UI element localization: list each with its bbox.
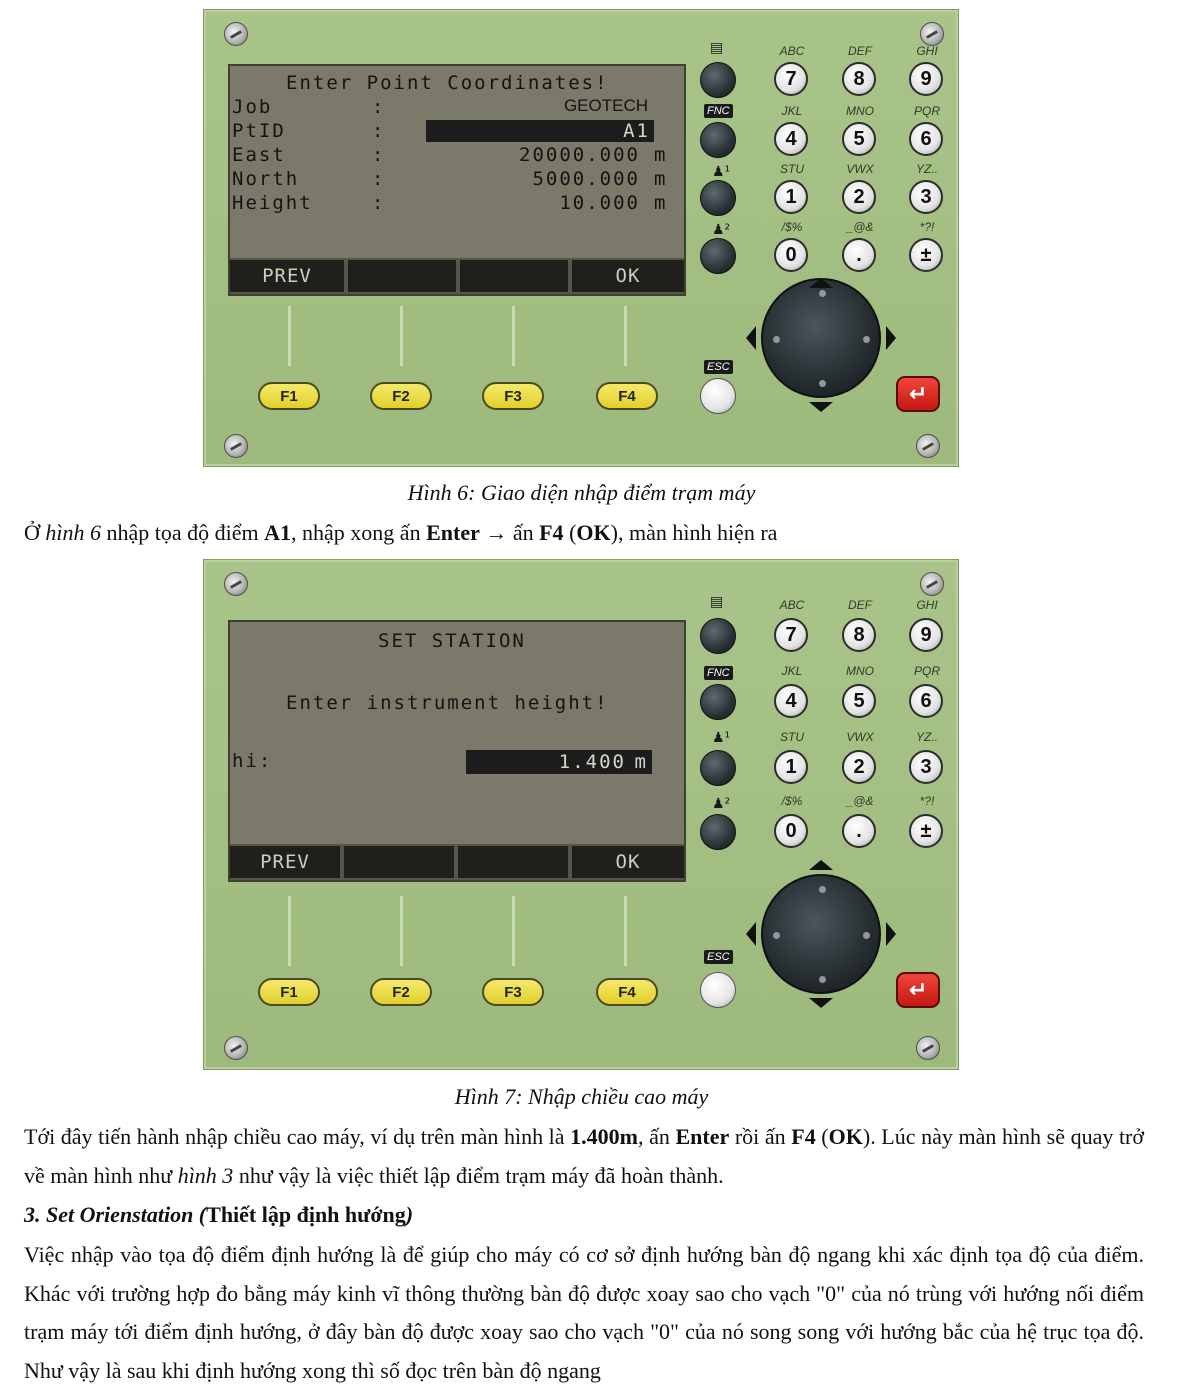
- key-4[interactable]: 4: [774, 122, 808, 156]
- fnc-label: FNC: [704, 666, 733, 680]
- key-3[interactable]: 3: [909, 750, 943, 784]
- screw-icon: [224, 1036, 248, 1060]
- fkey-guide-line: [512, 896, 515, 966]
- key-9[interactable]: 9: [909, 62, 943, 96]
- softkey-3[interactable]: [458, 846, 568, 878]
- f2-key[interactable]: F2: [370, 978, 432, 1006]
- key-7[interactable]: 7: [774, 618, 808, 652]
- row-label-ptid: PtID: [232, 120, 286, 142]
- paragraph-2: Tới đây tiến hành nhập chiều cao máy, ví dụ trên màn hình là 1.400m, ấn Enter rồi ấn F4 (OK). Lúc này màn hình sẽ quay trở về màn hình như hình 3 như vậy là việc thiết lập điểm trạm máy đã hoàn thành.: [24, 1124, 1145, 1188]
- row-sep: :: [372, 144, 386, 166]
- key-6[interactable]: 6: [909, 684, 943, 718]
- arrow-left-icon[interactable]: [746, 922, 756, 946]
- paragraph-3: Việc nhập vào tọa độ điểm định hướng là để giúp cho máy có cơ sở định hướng bàn độ ngang khi xác định tọa độ của điểm. Khác với trường hợp đo bằng máy kinh vĩ thông thường bàn độ được xoay sao cho vạch "0" của nó trùng với hướng nối điểm trạm máy tới điểm định hướng, ở đây bàn độ được xoay sao cho vạch "0" của nó song song với hướng bắc của hệ trục tọa độ. Như vậy là sau khi định hướng xong thì số đọc trên bàn độ ngang: [24, 1242, 1144, 1384]
- key-label: GHI: [916, 598, 938, 612]
- fnc-key[interactable]: [700, 684, 736, 720]
- softkey-3[interactable]: [460, 260, 568, 292]
- user2-icon: ♟²: [712, 222, 731, 238]
- key-label: ABC: [779, 44, 805, 58]
- row-label-job: Job: [232, 96, 273, 118]
- key-label: DEF: [848, 598, 872, 612]
- esc-key[interactable]: [700, 378, 736, 414]
- fnc-key[interactable]: [700, 122, 736, 158]
- document-icon: ▤: [710, 40, 724, 56]
- key-8[interactable]: 8: [842, 62, 876, 96]
- row-label-height: Height: [232, 192, 313, 214]
- screw-icon: [916, 434, 940, 458]
- ptid-value: A1: [623, 120, 650, 142]
- key-3[interactable]: 3: [909, 180, 943, 214]
- menu-key[interactable]: [700, 62, 736, 98]
- fkey-guide-line: [624, 896, 627, 966]
- instrument-height-input[interactable]: [466, 750, 652, 774]
- key-label: JKL: [781, 664, 803, 678]
- section-heading: 3. Set Orienstation (Thiết lập định hướng): [24, 1202, 414, 1227]
- arrow-up-icon[interactable]: [809, 278, 833, 288]
- screen-prompt: Enter instrument height!: [286, 692, 609, 714]
- screw-icon: [916, 1036, 940, 1060]
- height-unit: m: [654, 192, 668, 214]
- key-0[interactable]: 0: [774, 814, 808, 848]
- f3-key[interactable]: F3: [482, 978, 544, 1006]
- key-label: *?!: [919, 220, 935, 234]
- esc-label: ESC: [704, 360, 733, 374]
- key-label: MNO: [846, 104, 874, 118]
- arrow-left-icon[interactable]: [746, 326, 756, 350]
- user1-key[interactable]: [700, 180, 736, 216]
- esc-label: ESC: [704, 950, 733, 964]
- key-dot[interactable]: .: [842, 814, 876, 848]
- figure-caption: Hình 6: Giao diện nhập điểm trạm máy: [407, 480, 756, 505]
- user1-icon: ♟¹: [712, 164, 731, 180]
- job-value: GEOTECH: [563, 96, 648, 115]
- arrow-right-icon[interactable]: [886, 326, 896, 350]
- key-label: GHI: [916, 44, 938, 58]
- key-label: VWX: [846, 730, 874, 744]
- softkey-ok[interactable]: OK: [572, 846, 684, 878]
- f4-key[interactable]: F4: [596, 382, 658, 410]
- fkey-guide-line: [400, 306, 403, 366]
- user2-key[interactable]: [700, 814, 736, 850]
- enter-key[interactable]: ↵: [896, 972, 940, 1008]
- key-plusminus[interactable]: ±: [909, 814, 943, 848]
- key-label: VWX: [846, 162, 874, 176]
- screen-title: Enter Point Coordinates!: [286, 72, 609, 94]
- hi-value: 1.400: [558, 751, 626, 773]
- screw-icon: [920, 572, 944, 596]
- f1-key[interactable]: F1: [258, 382, 320, 410]
- key-2[interactable]: 2: [842, 750, 876, 784]
- row-label-east: East: [232, 144, 286, 166]
- figure-caption: Hình 7: Nhập chiều cao máy: [454, 1084, 709, 1109]
- screw-icon: [224, 572, 248, 596]
- lcd-screen: [228, 620, 686, 882]
- row-sep: :: [372, 120, 386, 142]
- key-dot[interactable]: .: [842, 238, 876, 272]
- row-sep: :: [372, 96, 386, 118]
- row-sep: :: [372, 192, 386, 214]
- document-icon: ▤: [710, 594, 724, 610]
- softkey-bar: [230, 844, 684, 880]
- enter-key[interactable]: ↵: [896, 376, 940, 412]
- ptid-input[interactable]: [426, 120, 654, 142]
- key-label: YZ..: [915, 162, 938, 176]
- arrow-up-icon[interactable]: [809, 860, 833, 870]
- fkey-guide-line: [288, 896, 291, 966]
- softkey-ok[interactable]: OK: [572, 260, 684, 292]
- lcd-screen: [228, 64, 686, 296]
- arrow-down-icon[interactable]: [809, 402, 833, 412]
- height-value: 10.000: [559, 192, 640, 214]
- row-sep: :: [372, 168, 386, 190]
- hi-unit: m: [634, 751, 648, 773]
- total-station-panel-fig7: [203, 559, 959, 1070]
- screw-icon: [224, 22, 248, 46]
- softkey-2[interactable]: [344, 846, 454, 878]
- total-station-panel-fig6: [203, 9, 959, 467]
- fkey-guide-line: [288, 306, 291, 366]
- key-label: DEF: [848, 44, 872, 58]
- softkey-2[interactable]: [348, 260, 456, 292]
- fkey-guide-line: [624, 306, 627, 366]
- key-8[interactable]: 8: [842, 618, 876, 652]
- key-label: STU: [780, 730, 804, 744]
- key-label: /$%: [781, 794, 803, 808]
- esc-key[interactable]: [700, 972, 736, 1008]
- key-0[interactable]: 0: [774, 238, 808, 272]
- screw-icon: [920, 22, 944, 46]
- arrow-right-icon[interactable]: [886, 922, 896, 946]
- key-label: STU: [780, 162, 804, 176]
- key-1[interactable]: 1: [774, 750, 808, 784]
- f1-key[interactable]: F1: [258, 978, 320, 1006]
- key-6[interactable]: 6: [909, 122, 943, 156]
- user1-key[interactable]: [700, 750, 736, 786]
- user1-icon: ♟¹: [712, 730, 731, 746]
- key-2[interactable]: 2: [842, 180, 876, 214]
- row-label-north: North: [232, 168, 300, 190]
- key-label: *?!: [919, 794, 935, 808]
- paragraph-1: Ở hình 6 nhập tọa độ điểm A1, nhập xong ấn Enter → ấn F4 (OK), màn hình hiện ra: [24, 520, 778, 545]
- f2-key[interactable]: F2: [370, 382, 432, 410]
- user2-key[interactable]: [700, 238, 736, 274]
- key-label: PQR: [913, 664, 940, 678]
- key-5[interactable]: 5: [842, 122, 876, 156]
- key-1[interactable]: 1: [774, 180, 808, 214]
- screen-title: SET STATION: [378, 630, 526, 652]
- key-label: ABC: [779, 598, 805, 612]
- key-label: /$%: [781, 220, 803, 234]
- key-label: YZ..: [915, 730, 938, 744]
- key-plusminus[interactable]: ±: [909, 238, 943, 272]
- softkey-prev[interactable]: PREV: [230, 846, 340, 878]
- fkey-guide-line: [512, 306, 515, 366]
- arrow-down-icon[interactable]: [809, 998, 833, 1008]
- f4-key[interactable]: F4: [596, 978, 658, 1006]
- fkey-guide-line: [400, 896, 403, 966]
- user2-icon: ♟²: [712, 796, 731, 812]
- f3-key[interactable]: F3: [482, 382, 544, 410]
- east-value: 20000.000: [519, 144, 640, 166]
- softkey-bar: [230, 258, 684, 294]
- navigation-pad[interactable]: [761, 278, 881, 398]
- navigation-pad[interactable]: [761, 874, 881, 994]
- key-9[interactable]: 9: [909, 618, 943, 652]
- screw-icon: [224, 434, 248, 458]
- key-7[interactable]: 7: [774, 62, 808, 96]
- north-value: 5000.000: [532, 168, 640, 190]
- key-5[interactable]: 5: [842, 684, 876, 718]
- hi-label: hi:: [232, 750, 273, 772]
- key-label: _@&: [846, 794, 874, 808]
- key-label: JKL: [781, 104, 803, 118]
- key-label: MNO: [846, 664, 874, 678]
- north-unit: m: [654, 168, 668, 190]
- key-label: _@&: [846, 220, 874, 234]
- key-4[interactable]: 4: [774, 684, 808, 718]
- softkey-prev[interactable]: PREV: [230, 260, 344, 292]
- fnc-label: FNC: [704, 104, 733, 118]
- east-unit: m: [654, 144, 668, 166]
- key-label: PQR: [913, 104, 940, 118]
- menu-key[interactable]: [700, 618, 736, 654]
